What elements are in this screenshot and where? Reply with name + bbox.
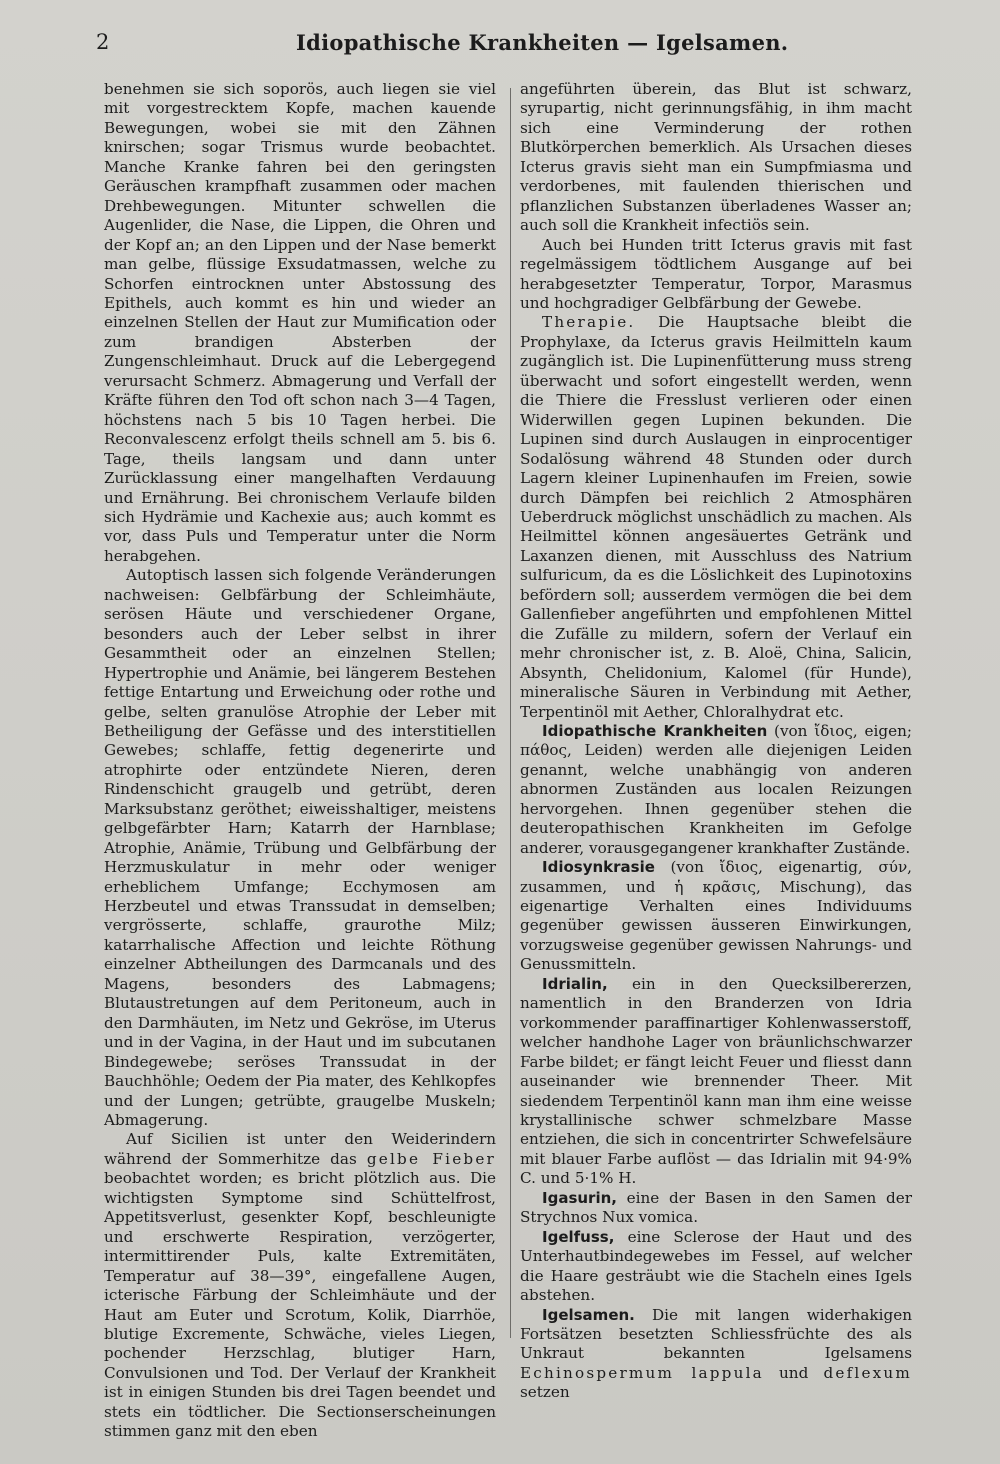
entry-text: und: [763, 1363, 824, 1382]
entry-igelfuss: [520, 1228, 912, 1306]
right-column: [520, 80, 912, 1403]
entry-text: eine der Basen in den Samen der Strychnos Nux vomica.: [520, 1188, 912, 1227]
paragraph: [104, 1130, 496, 1441]
page-number: 2: [96, 30, 110, 54]
text-run: Die Hauptsache bleibt die Prophylaxe, da Icterus gravis Heilmitteln kaum zugänglich ist. Die Lupinenfütterung muss streng überwacht und sofort eingestellt werden, wenn die Thiere die Fresslust verlieren oder einen Widerwillen gegen Lupinen bekunden. Die Lupinen sind durch Auslaugen in einprocentiger Sodalösung während 48 Stunden oder durch Lagern kleiner Lupinenhaufen im Freien, sowie durch Dämpfen bei reichlich 2 Atmosphären Ueberdruck möglichst unschädlich zu machen. Als Heilmittel können angesäuertes Getränk und Laxanzen dienen, mit Ausschluss des Natrium sulfuricum, da es die Löslichkeit des Lupinotoxins befördern soll; ausserdem vermögen die bei dem Gallenfieber angeführten und empfohlenen Mittel die Zufälle zu mildern, sofern der Verlauf ein mehr chronischer ist, z. B. Aloë, China, Salicin, Absynth, Chelidonium, Kalomel (für Hunde), mineralische Säuren in Verbindung mit Aether, Terpentinöl mit Aether, Chloralhydrat etc.: [520, 313, 912, 721]
page-header: [96, 28, 930, 62]
entry-text: (von ἴδιος, eigenartig, σύν, zusammen, und ἡ κρᾶσις, Mischung), das eigenartige Verhalten eines Individuums gegenüber gewissen äusseren Einwirkungen, vorzugsweise gegenüber gewissen Nahrungs- und Genussmitteln.: [520, 858, 912, 974]
paragraph: [520, 313, 912, 722]
text-run: beobachtet worden; es bricht plötzlich aus. Die wichtigsten Symptome sind Schüttelfrost, Appetitsverlust, gesenkter Kopf, beschleunigte und erschwerte Respiration, verzögerter, intermittirender Puls, kalte Extremitäten, Temperatur auf 38—39°, eingefallene Augen, icterische Färbung der Schleimhäute und der Haut am Euter und Scrotum, Kolik, Diarrhöe, blutige Excremente, Schwäche, vieles Liegen, pochender Herzschlag, blutiger Harn, Convulsionen und Tod. Der Verlauf der Krankheit ist in einigen Stunden bis drei Tagen beendet und stets ein tödtlicher. Die Sectionserscheinungen stimmen ganz mit den eben: [104, 1169, 496, 1441]
emphasized-term: deflexum: [823, 1363, 912, 1382]
entry-lemma: Igasurin,: [542, 1188, 617, 1207]
entry-idiosynkrasie: [520, 858, 912, 975]
entry-igelsamen: [520, 1306, 912, 1403]
running-head: Idiopathische Krankheiten — Igelsamen.: [296, 30, 789, 55]
entry-text: setzen: [520, 1383, 570, 1402]
entry-lemma: Igelfuss,: [542, 1227, 615, 1246]
entry-text: (von ἴδιος, eigen; πάθος, Leiden) werden alle diejenigen Leiden genannt, welche unabhängig von anderen abnormen Zuständen aus localen Reizungen hervorgehen. Ihnen gegenüber stehen die deuteropathischen Krankheiten im Gefolge anderer, vorausgegangener krankhafter Zustände.: [520, 721, 912, 857]
entry-idiopathische-krankheiten: [520, 722, 912, 858]
paragraph: benehmen sie sich soporös, auch liegen sie viel mit vorgestrecktem Kopfe, machen kauende Bewegungen, wobei sie mit den Zähnen knirschen; sogar Trismus wurde beobachtet. Manche Kranke fahren bei den geringsten Geräuschen krampfhaft zusammen oder machen Drehbewegungen. Mitunter schwellen die Augenlider, die Nase, die Lippen, die Ohren und der Kopf an; an den Lippen und der Nase bemerkt man gelbe, flüssige Exsudatmassen, welche zu Schorfen eintrocknen unter Abstossung des Epithels, auch kommt es hin und wieder an einzelnen Stellen der Haut zur Mumification oder zum brandigen Absterben der Zungenschleimhaut. Druck auf die Lebergegend verursacht Schmerz. Abmagerung und Verfall der Kräfte führen den Tod oft schon nach 3—4 Tagen, höchstens nach 5 bis 10 Tagen herbei. Die Reconvalescenz erfolgt theils schnell am 5. bis 6. Tage, theils langsam und dann unter Zurücklassung einer mangelhaften Verdauung und Ernährung. Bei chronischem Verlaufe bilden sich Hydrämie und Kachexie aus; auch kommt es vor, dass Puls und Temperatur unter die Norm herabgehen.: [104, 80, 496, 565]
entry-idrialin: [520, 975, 912, 1189]
entry-text: ein in den Quecksilbererzen, namentlich in den Branderzen von Idria vorkommender paraffinartiger Kohlenwasserstoff, welcher handhohe Lager von bräunlichschwarzer Farbe bildet; er fängt leicht Feuer und fliesst dann auseinander wie brennender Theer. Mit siedendem Terpentinöl kann man ihm eine weisse krystallinische schwer schmelzbare Masse entziehen, die sich in concentrirter Schwefelsäure mit blauer Farbe auflöst — das Idrialin mit 94·9% C. und 5·1% H.: [520, 974, 912, 1188]
entry-text: eine Sclerose der Haut und des Unterhautbindegewebes im Fessel, auf welcher die Haare gesträubt wie die Stacheln eines Igels abstehen.: [520, 1227, 912, 1305]
entry-lemma: Idiosynkrasie: [542, 858, 655, 877]
paragraph: angeführten überein, das Blut ist schwarz, syrupartig, nicht gerinnungsfähig, in ihm macht sich eine Verminderung der rothen Blutkörperchen bemerklich. Als Ursachen dieses Icterus gravis sieht man ein Sumpfmiasma und verdorbenes, mit faulenden thierischen und pflanzlichen Substanzen überladenes Wasser an; auch soll die Krankheit infectiös sein.: [520, 80, 912, 235]
entry-text: Die mit langen widerhakigen Fortsätzen besetzten Schliessfrüchte des als Unkraut bekannten Igelsamens: [520, 1305, 912, 1363]
emphasized-term: gelbe Fieber: [366, 1149, 496, 1168]
emphasized-term: Echinospermum lappula: [520, 1363, 764, 1382]
entry-lemma: Idrialin,: [542, 974, 608, 993]
entry-lemma: Idiopathische Krankheiten: [542, 721, 768, 740]
text-run: Auf Sicilien ist unter den Weiderindern während der Sommerhitze das: [104, 1130, 496, 1168]
section-heading-therapie: Therapie.: [542, 313, 636, 332]
entry-igasurin: [520, 1189, 912, 1228]
left-column: [104, 80, 496, 1442]
entry-lemma: Igelsamen.: [542, 1305, 635, 1324]
text-columns: [104, 80, 920, 1441]
paragraph: Autoptisch lassen sich folgende Veränderungen nachweisen: Gelbfärbung der Schleimhäute, serösen Häute und verschiedener Organe, besonders auch der Leber selbst in ihrer Gesammtheit oder an einzelnen Stellen; Hypertrophie und Anämie, bei längerem Bestehen fettige Entartung und Erweichung oder rothe und gelbe, selten granulöse Atrophie der Leber mit Betheiligung der Gefässe und des interstitiellen Gewebes; schlaffe, fettig degenerirte und atrophirte oder entzündete Nieren, deren Rindenschicht graugelb und getrübt, deren Marksubstanz geröthet; eiweisshaltiger, meistens gelbgefärbter Harn; Katarrh der Harnblase; Atrophie, Anämie, Trübung und Gelbfärbung der Herzmuskulatur in mehr oder weniger erheblichem Umfange; Ecchymosen am Herzbeutel und etwas Transsudat in demselben; vergrösserte, schlaffe, graurothe Milz; katarrhalische Affection und leichte Röthung einzelner Abtheilungen des Darmcanals und des Magens, besonders des Labmagens; Blutaustretungen auf dem Peritoneum, auch in den Darmhäuten, im Netz und Gekröse, im Uterus und in der Vagina, in der Haut und im subcutanen Bindegewebe; seröses Transsudat in der Bauchhöhle; Oedem der Pia mater, des Kehlkopfes und der Lungen; getrübte, graugelbe Muskeln; Abmagerung.: [104, 566, 496, 1130]
paragraph: Auch bei Hunden tritt Icterus gravis mit fast regelmässigem tödtlichem Ausgange auf bei herabgesetzter Temperatur, Torpor, Marasmus und hochgradiger Gelbfärbung der Gewebe.: [520, 235, 912, 312]
